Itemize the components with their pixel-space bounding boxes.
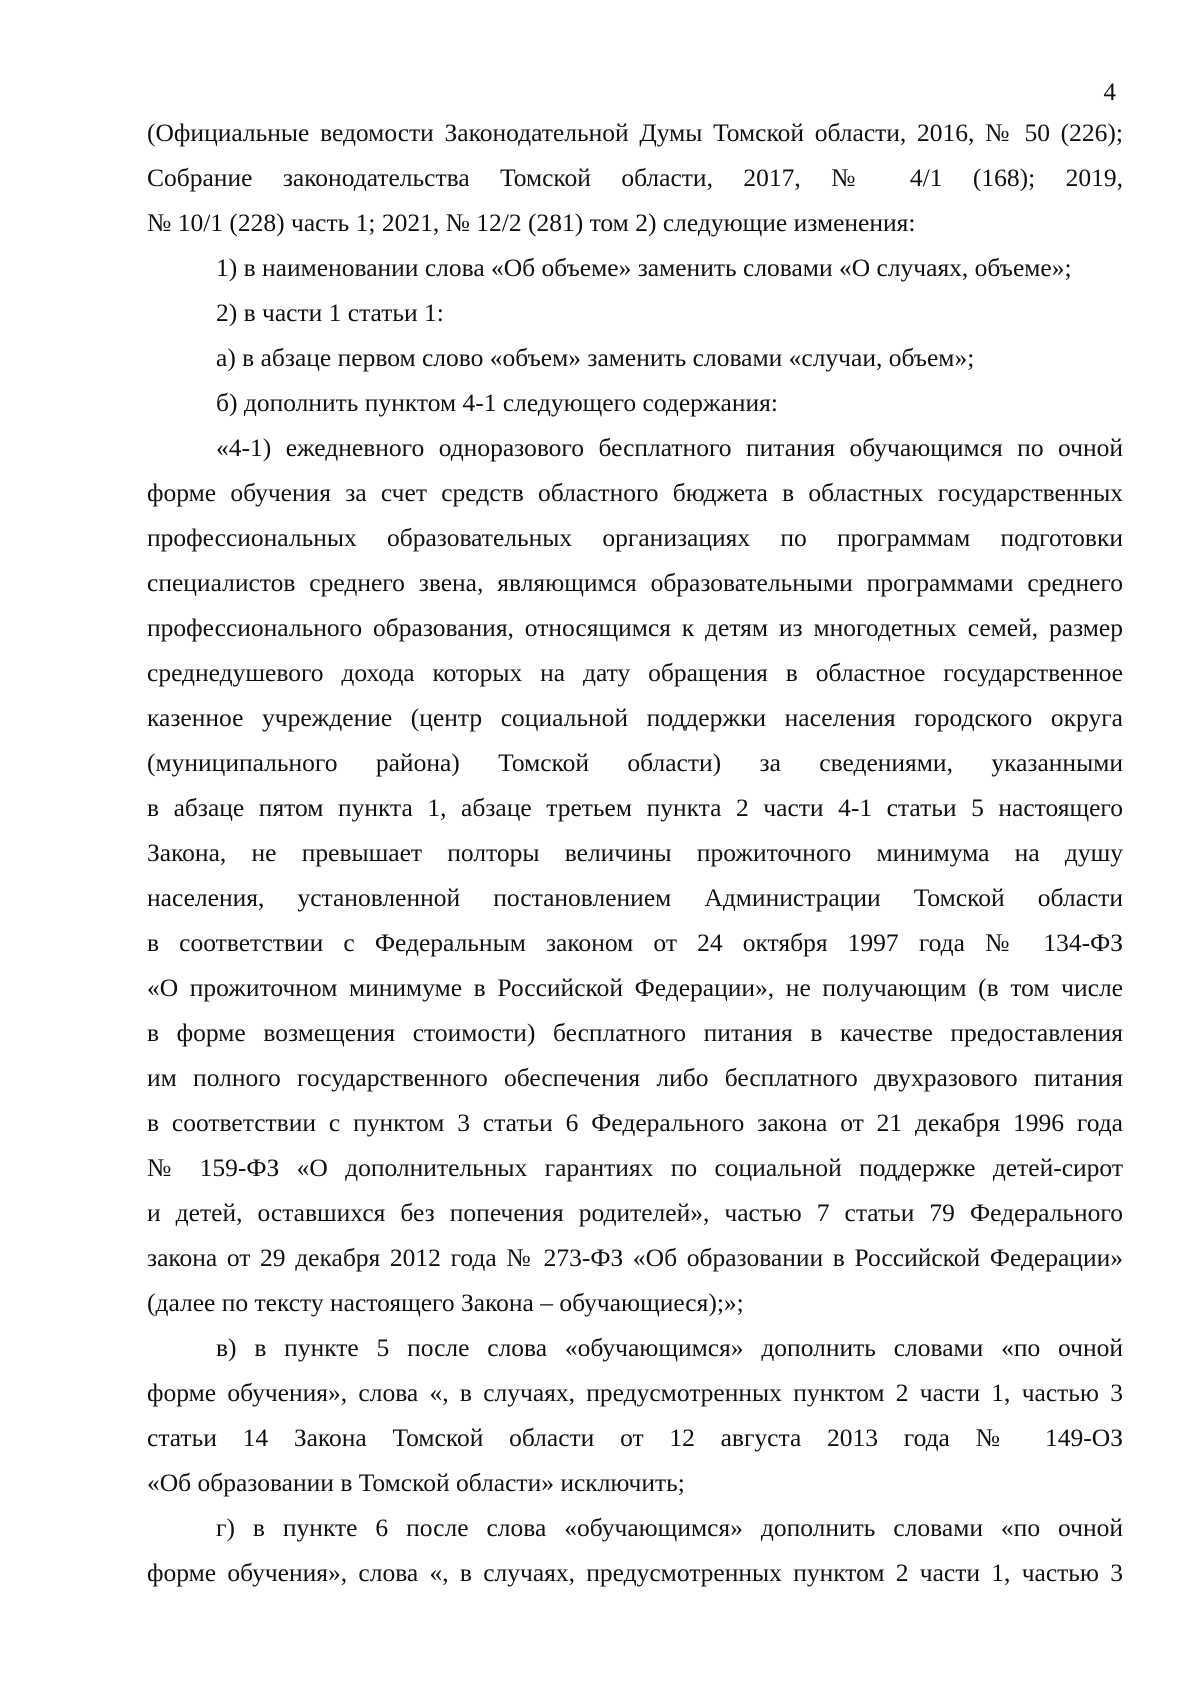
text-line: № 10/1 (228) часть 1; 2021, № 12/2 (281) том 2) следующие изменения: xyxy=(147,208,916,237)
text-line: профессиональных образовательных организациях по программам подготовки xyxy=(147,523,1123,552)
text-line: Собрание законодательства Томской области, 2017, № 4/1 (168); 2019, xyxy=(147,163,1123,192)
text-line: среднедушевого дохода которых на дату обращения в областное государственное xyxy=(147,658,1123,687)
text-line: в соответствии с Федеральным законом от 24 октября 1997 года № 134-ФЗ xyxy=(147,928,1123,957)
list-item: 2) в части 1 статьи 1: xyxy=(216,298,444,327)
text-line: специалистов среднего звена, являющимся образовательными программами среднего xyxy=(147,568,1123,597)
text-line: форме обучения за счет средств областного бюджета в областных государственных xyxy=(147,478,1123,507)
text-line: (муниципального района) Томской области) за сведениями, указанными xyxy=(147,748,1123,777)
text-line: им полного государственного обеспечения либо бесплатного двухразового питания xyxy=(147,1063,1123,1092)
text-line: в форме возмещения стоимости) бесплатного питания в качестве предоставления xyxy=(147,1018,1123,1047)
list-item: г) в пункте 6 после слова «обучающимся» дополнить словами «по очной xyxy=(216,1513,1123,1542)
text-line: «О прожиточном минимуме в Российской Федерации», не получающим (в том числе xyxy=(147,973,1123,1002)
text-line: № 159-ФЗ «О дополнительных гарантиях по социальной поддержке детей-сирот xyxy=(147,1153,1123,1182)
text-line: форме обучения», слова «, в случаях, предусмотренных пунктом 2 части 1, частью 3 xyxy=(147,1558,1123,1587)
list-item: в) в пункте 5 после слова «обучающимся» дополнить словами «по очной xyxy=(216,1333,1123,1362)
text-line: в абзаце пятом пункта 1, абзаце третьем пункта 2 части 4-1 статьи 5 настоящего xyxy=(147,793,1123,822)
text-line: (Официальные ведомости Законодательной Думы Томской области, 2016, № 50 (226); xyxy=(147,118,1123,147)
text-line: «Об образовании в Томской области» исключить; xyxy=(147,1468,685,1497)
text-line: Закона, не превышает полторы величины прожиточного минимума на душу xyxy=(147,838,1123,867)
page-number: 4 xyxy=(1103,79,1116,106)
text-line: казенное учреждение (центр социальной поддержки населения городского округа xyxy=(147,703,1123,732)
text-line: профессионального образования, относящимся к детям из многодетных семей, размер xyxy=(147,613,1123,642)
text-line: и детей, оставшихся без попечения родителей», частью 7 статьи 79 Федерального xyxy=(147,1198,1123,1227)
text-line: статьи 14 Закона Томской области от 12 августа 2013 года № 149-ОЗ xyxy=(147,1423,1123,1452)
text-line: «4-1) ежедневного одноразового бесплатного питания обучающимся по очной xyxy=(216,433,1123,462)
text-line: населения, установленной постановлением Администрации Томской области xyxy=(147,883,1123,912)
text-line: в соответствии с пунктом 3 статьи 6 Федерального закона от 21 декабря 1996 года xyxy=(147,1108,1123,1137)
list-item: а) в абзаце первом слово «объем» заменить словами «случаи, объем»; xyxy=(216,343,975,372)
text-line: форме обучения», слова «, в случаях, предусмотренных пунктом 2 части 1, частью 3 xyxy=(147,1378,1123,1407)
text-line: (далее по тексту настоящего Закона – обучающиеся);»; xyxy=(147,1288,744,1317)
text-line: закона от 29 декабря 2012 года № 273-ФЗ «Об образовании в Российской Федерации» xyxy=(147,1243,1123,1272)
list-item: 1) в наименовании слова «Об объеме» заменить словами «О случаях, объеме»; xyxy=(216,253,1072,282)
list-item: б) дополнить пунктом 4-1 следующего содержания: xyxy=(216,388,778,417)
